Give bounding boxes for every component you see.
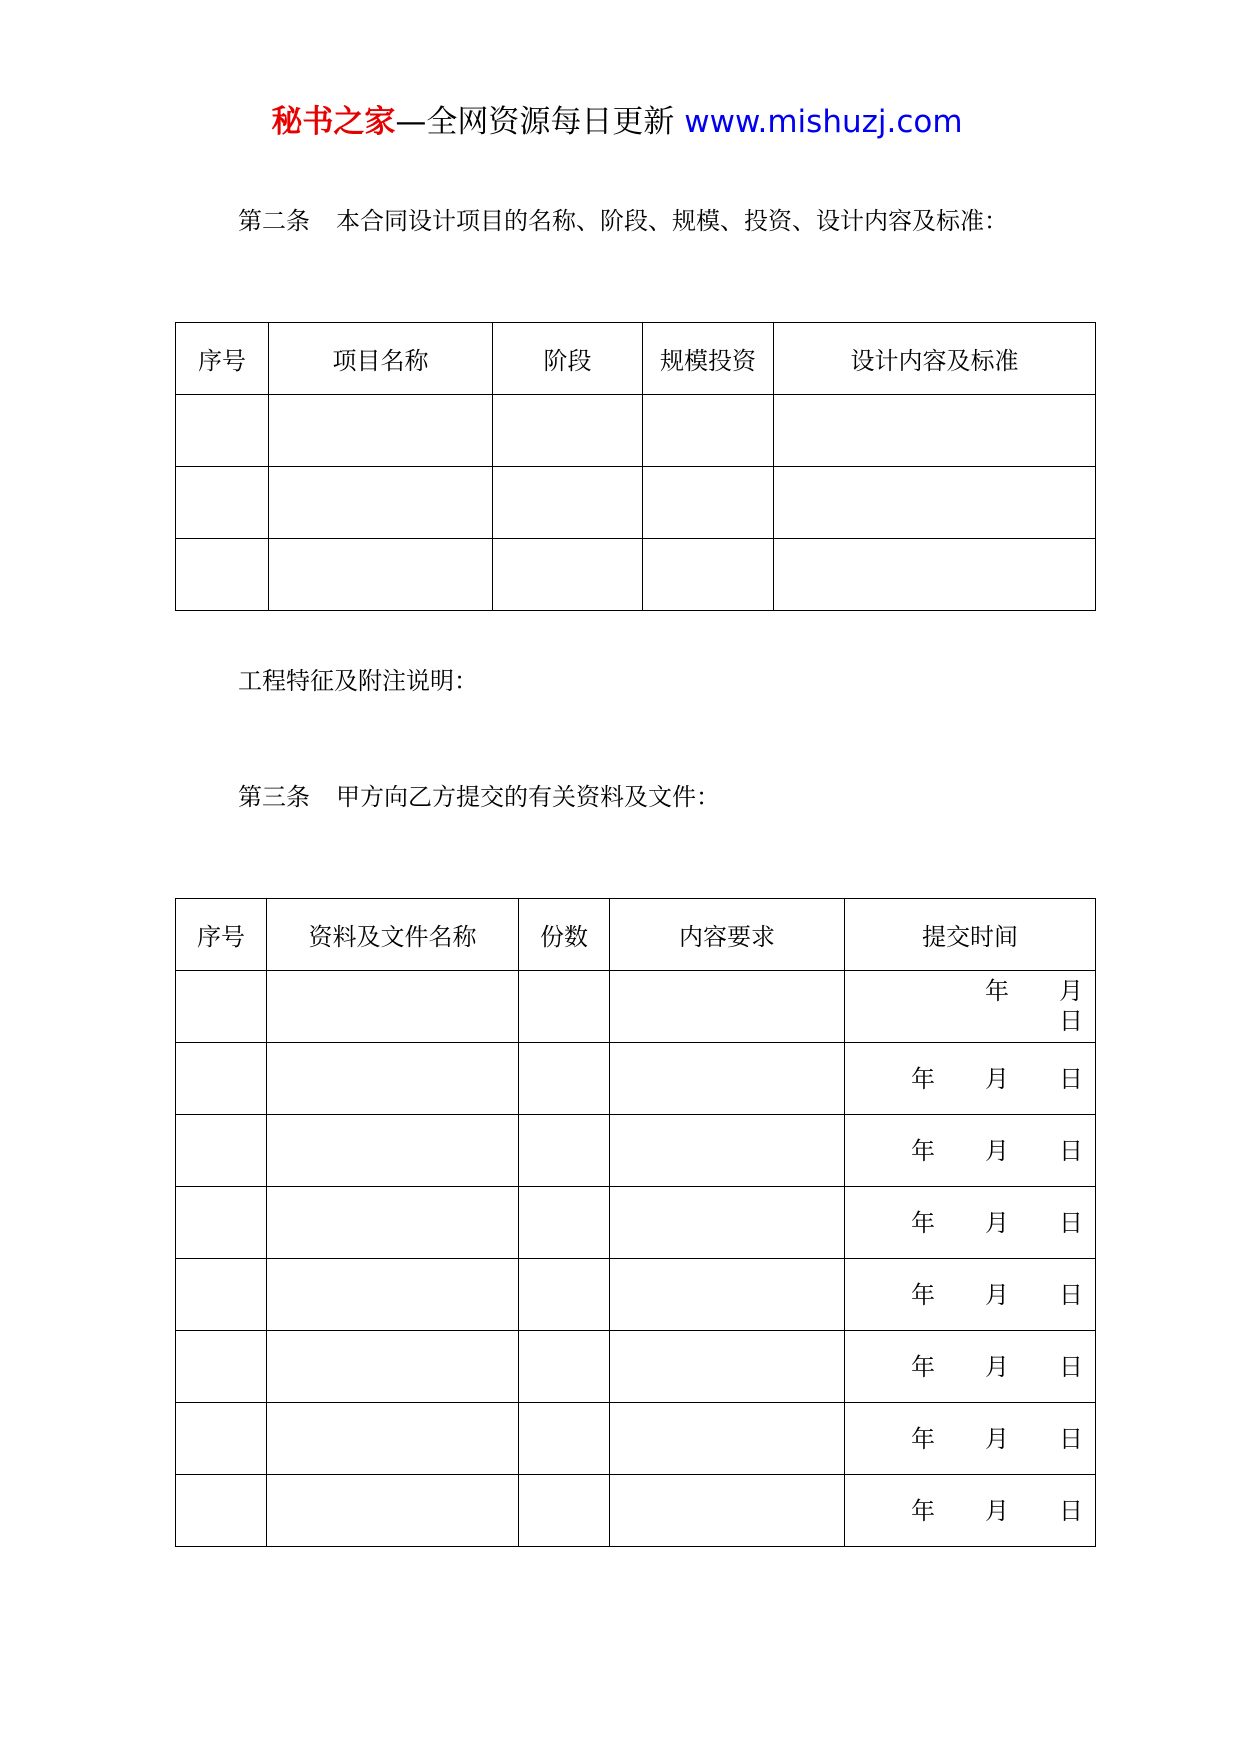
table-cell[interactable] bbox=[519, 1475, 610, 1547]
table-cell[interactable] bbox=[643, 467, 774, 539]
table-cell[interactable] bbox=[267, 1259, 519, 1331]
table-cell[interactable] bbox=[610, 1115, 845, 1187]
submission-date-cell[interactable] bbox=[845, 1331, 1096, 1403]
date-day-label: 日 bbox=[1059, 1353, 1083, 1381]
site-url[interactable]: www.mishuzj.com bbox=[684, 104, 963, 140]
col-header-copies: 份数 bbox=[519, 899, 610, 971]
table-cell[interactable] bbox=[610, 1403, 845, 1475]
table-row bbox=[176, 1259, 1096, 1331]
date-day-label: 日 bbox=[1059, 1007, 1083, 1035]
table-cell[interactable] bbox=[267, 1403, 519, 1475]
submission-date-cell[interactable] bbox=[845, 1403, 1096, 1475]
date-month-label: 月 bbox=[985, 1209, 1009, 1237]
table-cell[interactable] bbox=[267, 1331, 519, 1403]
date-year-label: 年 bbox=[911, 1497, 935, 1525]
table-cell[interactable] bbox=[269, 467, 493, 539]
col-header-index: 序号 bbox=[176, 899, 267, 971]
table-cell[interactable] bbox=[493, 467, 643, 539]
date-year-label: 年 bbox=[911, 1209, 935, 1237]
table-row bbox=[176, 395, 1096, 467]
table-cell[interactable] bbox=[176, 1043, 267, 1115]
table-cell[interactable] bbox=[519, 1043, 610, 1115]
submission-date-cell[interactable] bbox=[845, 1115, 1096, 1187]
article-2-label: 第二条 bbox=[238, 207, 310, 235]
table-row bbox=[176, 971, 1096, 1043]
table-cell[interactable] bbox=[519, 1403, 610, 1475]
site-tagline: —全网资源每日更新 bbox=[395, 104, 685, 140]
date-day-label: 日 bbox=[1059, 1065, 1083, 1093]
table-cell[interactable] bbox=[176, 1331, 267, 1403]
table-header-row bbox=[176, 899, 1096, 971]
table-cell[interactable] bbox=[519, 971, 610, 1043]
table-cell[interactable] bbox=[176, 1475, 267, 1547]
submission-date-cell[interactable] bbox=[845, 1475, 1096, 1547]
table-cell[interactable] bbox=[610, 1475, 845, 1547]
table-cell[interactable] bbox=[519, 1115, 610, 1187]
table-cell[interactable] bbox=[493, 395, 643, 467]
date-day-label: 日 bbox=[1059, 1281, 1083, 1309]
table-cell[interactable] bbox=[610, 971, 845, 1043]
table-cell[interactable] bbox=[610, 1043, 845, 1115]
table-row bbox=[176, 1475, 1096, 1547]
site-banner bbox=[0, 100, 1234, 144]
table-cell[interactable] bbox=[176, 539, 269, 611]
date-day-label: 日 bbox=[1059, 1497, 1083, 1525]
table-cell[interactable] bbox=[610, 1259, 845, 1331]
table-cell[interactable] bbox=[269, 539, 493, 611]
table-row bbox=[176, 1331, 1096, 1403]
submission-date-cell[interactable] bbox=[845, 1187, 1096, 1259]
table-cell[interactable] bbox=[267, 1187, 519, 1259]
date-month-label: 月 bbox=[985, 1425, 1009, 1453]
col-header-scale-investment: 规模投资 bbox=[643, 323, 774, 395]
notes-text: 工程特征及附注说明： bbox=[238, 667, 478, 695]
date-month-label: 月 bbox=[1059, 977, 1083, 1005]
table-cell[interactable] bbox=[176, 1259, 267, 1331]
table-row bbox=[176, 1403, 1096, 1475]
date-month-label: 月 bbox=[985, 1281, 1009, 1309]
table-row bbox=[176, 1115, 1096, 1187]
col-header-project-name: 项目名称 bbox=[269, 323, 493, 395]
table-cell[interactable] bbox=[176, 1403, 267, 1475]
table-row bbox=[176, 1187, 1096, 1259]
table-cell[interactable] bbox=[269, 395, 493, 467]
table-cell[interactable] bbox=[519, 1331, 610, 1403]
table-cell[interactable] bbox=[493, 539, 643, 611]
design-project-table bbox=[175, 322, 1096, 611]
notes-heading bbox=[238, 665, 478, 697]
table-cell[interactable] bbox=[774, 539, 1096, 611]
date-day-label: 日 bbox=[1059, 1209, 1083, 1237]
article-3-label: 第三条 bbox=[238, 783, 310, 811]
table-row bbox=[176, 467, 1096, 539]
date-year-label: 年 bbox=[985, 977, 1009, 1005]
submission-date-cell[interactable] bbox=[845, 971, 1096, 1043]
table-cell[interactable] bbox=[519, 1259, 610, 1331]
date-month-label: 月 bbox=[985, 1497, 1009, 1525]
table-cell[interactable] bbox=[176, 1187, 267, 1259]
table-cell[interactable] bbox=[610, 1187, 845, 1259]
date-day-label: 日 bbox=[1059, 1137, 1083, 1165]
col-header-content-requirements: 内容要求 bbox=[610, 899, 845, 971]
date-year-label: 年 bbox=[911, 1425, 935, 1453]
table-cell[interactable] bbox=[610, 1331, 845, 1403]
table-cell[interactable] bbox=[176, 395, 269, 467]
documents-table bbox=[175, 898, 1096, 1547]
date-year-label: 年 bbox=[911, 1137, 935, 1165]
article-2-text: 本合同设计项目的名称、阶段、规模、投资、设计内容及标准： bbox=[336, 207, 1008, 235]
article-3-heading bbox=[238, 781, 720, 813]
date-month-label: 月 bbox=[985, 1137, 1009, 1165]
table-cell[interactable] bbox=[267, 1043, 519, 1115]
col-header-submission-time: 提交时间 bbox=[845, 899, 1096, 971]
article-2-heading bbox=[238, 205, 1008, 237]
col-header-document-name: 资料及文件名称 bbox=[267, 899, 519, 971]
submission-date-cell[interactable] bbox=[845, 1259, 1096, 1331]
submission-date-cell[interactable] bbox=[845, 1043, 1096, 1115]
article-3-text: 甲方向乙方提交的有关资料及文件： bbox=[336, 783, 720, 811]
table-row bbox=[176, 539, 1096, 611]
table-cell[interactable] bbox=[267, 971, 519, 1043]
date-month-label: 月 bbox=[985, 1065, 1009, 1093]
date-year-label: 年 bbox=[911, 1353, 935, 1381]
table-cell[interactable] bbox=[643, 395, 774, 467]
table-cell[interactable] bbox=[774, 467, 1096, 539]
table-cell[interactable] bbox=[176, 1115, 267, 1187]
table-cell[interactable] bbox=[176, 971, 267, 1043]
date-day-label: 日 bbox=[1059, 1425, 1083, 1453]
table-cell[interactable] bbox=[643, 539, 774, 611]
table-cell[interactable] bbox=[176, 467, 269, 539]
col-header-index: 序号 bbox=[176, 323, 269, 395]
table-cell[interactable] bbox=[519, 1187, 610, 1259]
col-header-design-content: 设计内容及标准 bbox=[774, 323, 1096, 395]
date-month-label: 月 bbox=[985, 1353, 1009, 1381]
table-header-row bbox=[176, 323, 1096, 395]
table-cell[interactable] bbox=[267, 1115, 519, 1187]
site-brand: 秘书之家 bbox=[271, 104, 396, 140]
date-year-label: 年 bbox=[911, 1065, 935, 1093]
table-cell[interactable] bbox=[774, 395, 1096, 467]
date-year-label: 年 bbox=[911, 1281, 935, 1309]
col-header-stage: 阶段 bbox=[493, 323, 643, 395]
table-cell[interactable] bbox=[267, 1475, 519, 1547]
table-row bbox=[176, 1043, 1096, 1115]
